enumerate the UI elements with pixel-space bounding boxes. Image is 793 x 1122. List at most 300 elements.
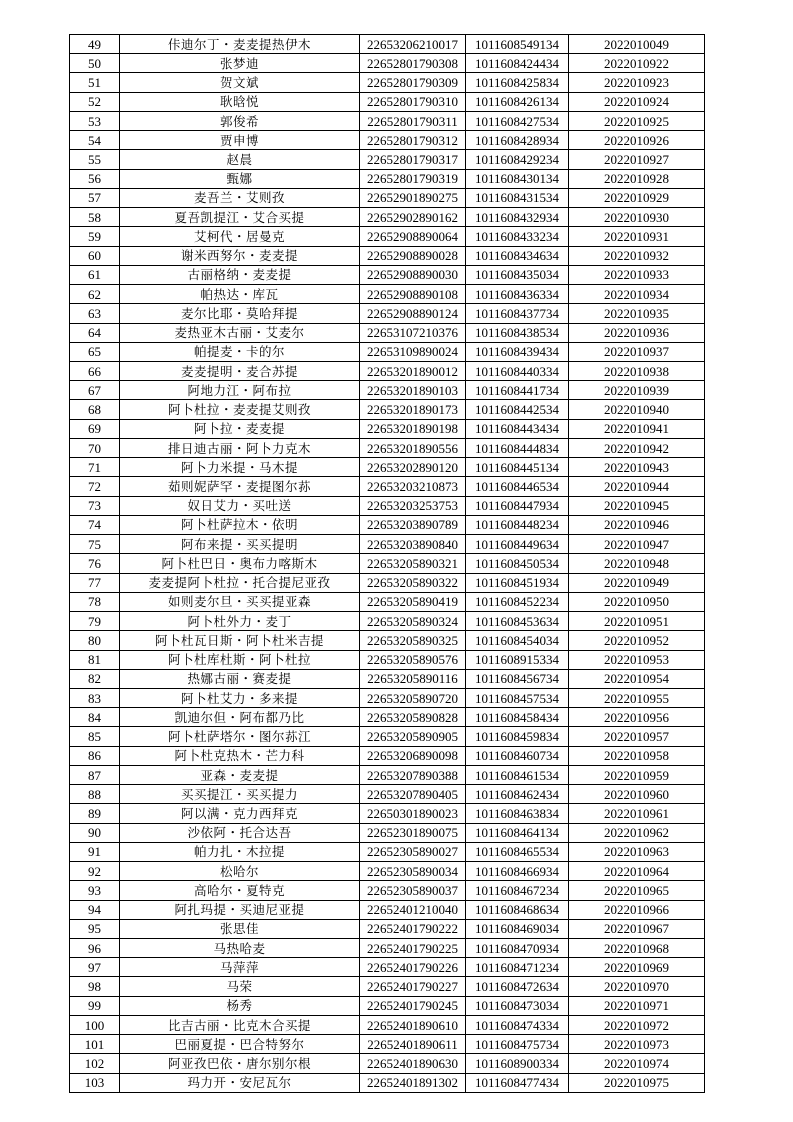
notice-number-cell: 1011608461534 bbox=[466, 765, 569, 784]
row-number-cell: 94 bbox=[70, 900, 120, 919]
student-id-cell: 2022010968 bbox=[569, 939, 705, 958]
exam-number-cell: 22652401790245 bbox=[360, 996, 466, 1015]
student-id-cell: 2022010929 bbox=[569, 188, 705, 207]
notice-number-cell: 1011608428934 bbox=[466, 131, 569, 150]
student-id-cell: 2022010952 bbox=[569, 631, 705, 650]
student-name-cell: 夏吾凯提江・艾合买提 bbox=[120, 208, 360, 227]
row-number-cell: 51 bbox=[70, 73, 120, 92]
exam-number-cell: 22653201890103 bbox=[360, 381, 466, 400]
table-row bbox=[70, 92, 705, 111]
row-number-cell: 58 bbox=[70, 208, 120, 227]
exam-number-cell: 22652801790311 bbox=[360, 111, 466, 130]
student-name-cell: 张思佳 bbox=[120, 919, 360, 938]
exam-number-cell: 22653107210376 bbox=[360, 323, 466, 342]
notice-number-cell: 1011608466934 bbox=[466, 862, 569, 881]
table-row bbox=[70, 361, 705, 380]
student-id-cell: 2022010938 bbox=[569, 361, 705, 380]
table-row bbox=[70, 73, 705, 92]
student-id-cell: 2022010934 bbox=[569, 285, 705, 304]
roster-table-body bbox=[70, 35, 705, 1093]
table-row bbox=[70, 612, 705, 631]
exam-number-cell: 22653109890024 bbox=[360, 342, 466, 361]
student-id-cell: 2022010967 bbox=[569, 919, 705, 938]
student-name-cell: 阿卜杜萨拉木・依明 bbox=[120, 515, 360, 534]
notice-number-cell: 1011608442534 bbox=[466, 400, 569, 419]
exam-number-cell: 22653201890173 bbox=[360, 400, 466, 419]
notice-number-cell: 1011608474334 bbox=[466, 1015, 569, 1034]
student-name-cell: 阿卜杜克热木・芒力科 bbox=[120, 746, 360, 765]
table-row bbox=[70, 265, 705, 284]
notice-number-cell: 1011608467234 bbox=[466, 881, 569, 900]
exam-number-cell: 22653205890324 bbox=[360, 612, 466, 631]
student-id-cell: 2022010956 bbox=[569, 708, 705, 727]
row-number-cell: 88 bbox=[70, 785, 120, 804]
table-row bbox=[70, 919, 705, 938]
row-number-cell: 54 bbox=[70, 131, 120, 150]
table-row bbox=[70, 688, 705, 707]
exam-number-cell: 22650301890023 bbox=[360, 804, 466, 823]
exam-number-cell: 22652902890162 bbox=[360, 208, 466, 227]
student-id-cell: 2022010974 bbox=[569, 1054, 705, 1073]
student-id-cell: 2022010959 bbox=[569, 765, 705, 784]
notice-number-cell: 1011608470934 bbox=[466, 939, 569, 958]
table-row bbox=[70, 515, 705, 534]
notice-number-cell: 1011608452234 bbox=[466, 592, 569, 611]
student-id-cell: 2022010924 bbox=[569, 92, 705, 111]
student-id-cell: 2022010951 bbox=[569, 612, 705, 631]
row-number-cell: 85 bbox=[70, 727, 120, 746]
student-name-cell: 亚森・麦麦提 bbox=[120, 765, 360, 784]
row-number-cell: 102 bbox=[70, 1054, 120, 1073]
student-id-cell: 2022010954 bbox=[569, 669, 705, 688]
row-number-cell: 68 bbox=[70, 400, 120, 419]
table-row bbox=[70, 765, 705, 784]
table-row bbox=[70, 208, 705, 227]
student-id-cell: 2022010947 bbox=[569, 535, 705, 554]
notice-number-cell: 1011608424434 bbox=[466, 54, 569, 73]
table-row bbox=[70, 650, 705, 669]
table-row bbox=[70, 977, 705, 996]
exam-number-cell: 22652401890611 bbox=[360, 1035, 466, 1054]
student-name-cell: 阿卜杜巴日・奥布力喀斯木 bbox=[120, 554, 360, 573]
notice-number-cell: 1011608447934 bbox=[466, 496, 569, 515]
table-row bbox=[70, 35, 705, 54]
student-name-cell: 甄娜 bbox=[120, 169, 360, 188]
exam-number-cell: 22652801790312 bbox=[360, 131, 466, 150]
student-id-cell: 2022010925 bbox=[569, 111, 705, 130]
exam-number-cell: 22653201890012 bbox=[360, 361, 466, 380]
row-number-cell: 89 bbox=[70, 804, 120, 823]
student-name-cell: 凯迪尔但・阿布都乃比 bbox=[120, 708, 360, 727]
row-number-cell: 79 bbox=[70, 612, 120, 631]
row-number-cell: 95 bbox=[70, 919, 120, 938]
student-name-cell: 热娜古丽・赛麦提 bbox=[120, 669, 360, 688]
row-number-cell: 59 bbox=[70, 227, 120, 246]
student-name-cell: 佧迪尔丁・麦麦提热伊木 bbox=[120, 35, 360, 54]
row-number-cell: 97 bbox=[70, 958, 120, 977]
exam-number-cell: 22653205890321 bbox=[360, 554, 466, 573]
notice-number-cell: 1011608445134 bbox=[466, 458, 569, 477]
student-name-cell: 阿扎玛提・买迪尼亚提 bbox=[120, 900, 360, 919]
table-row bbox=[70, 996, 705, 1015]
exam-number-cell: 22652305890027 bbox=[360, 842, 466, 861]
student-id-cell: 2022010946 bbox=[569, 515, 705, 534]
table-row bbox=[70, 669, 705, 688]
student-id-cell: 2022010953 bbox=[569, 650, 705, 669]
student-name-cell: 麦麦提阿卜杜拉・托合提尼亚孜 bbox=[120, 573, 360, 592]
student-name-cell: 高哈尔・夏特克 bbox=[120, 881, 360, 900]
student-name-cell: 阿地力江・阿布拉 bbox=[120, 381, 360, 400]
exam-number-cell: 22653206890098 bbox=[360, 746, 466, 765]
table-row bbox=[70, 939, 705, 958]
notice-number-cell: 1011608437734 bbox=[466, 304, 569, 323]
table-row bbox=[70, 746, 705, 765]
table-row bbox=[70, 708, 705, 727]
student-id-cell: 2022010963 bbox=[569, 842, 705, 861]
row-number-cell: 66 bbox=[70, 361, 120, 380]
row-number-cell: 76 bbox=[70, 554, 120, 573]
row-number-cell: 71 bbox=[70, 458, 120, 477]
exam-number-cell: 22652801790310 bbox=[360, 92, 466, 111]
exam-number-cell: 22652401790225 bbox=[360, 939, 466, 958]
student-name-cell: 耿晗悦 bbox=[120, 92, 360, 111]
student-id-cell: 2022010960 bbox=[569, 785, 705, 804]
student-name-cell: 阿布来提・买买提明 bbox=[120, 535, 360, 554]
notice-number-cell: 1011608431534 bbox=[466, 188, 569, 207]
student-id-cell: 2022010941 bbox=[569, 419, 705, 438]
student-name-cell: 如则麦尔旦・买买提亚森 bbox=[120, 592, 360, 611]
exam-number-cell: 22653203890840 bbox=[360, 535, 466, 554]
student-name-cell: 马萍萍 bbox=[120, 958, 360, 977]
student-name-cell: 沙依阿・托合达吾 bbox=[120, 823, 360, 842]
exam-number-cell: 22653203210873 bbox=[360, 477, 466, 496]
notice-number-cell: 1011608438534 bbox=[466, 323, 569, 342]
notice-number-cell: 1011608439434 bbox=[466, 342, 569, 361]
notice-number-cell: 1011608477434 bbox=[466, 1073, 569, 1092]
student-roster-table bbox=[69, 34, 705, 1093]
notice-number-cell: 1011608464134 bbox=[466, 823, 569, 842]
notice-number-cell: 1011608469034 bbox=[466, 919, 569, 938]
exam-number-cell: 22652305890034 bbox=[360, 862, 466, 881]
exam-number-cell: 22652908890064 bbox=[360, 227, 466, 246]
row-number-cell: 83 bbox=[70, 688, 120, 707]
exam-number-cell: 22653205890419 bbox=[360, 592, 466, 611]
notice-number-cell: 1011608475734 bbox=[466, 1035, 569, 1054]
student-id-cell: 2022010932 bbox=[569, 246, 705, 265]
student-name-cell: 张梦迪 bbox=[120, 54, 360, 73]
student-id-cell: 2022010944 bbox=[569, 477, 705, 496]
student-name-cell: 松哈尔 bbox=[120, 862, 360, 881]
student-name-cell: 阿卜杜库杜斯・阿卜杜拉 bbox=[120, 650, 360, 669]
row-number-cell: 60 bbox=[70, 246, 120, 265]
exam-number-cell: 22652301890075 bbox=[360, 823, 466, 842]
exam-number-cell: 22653201890556 bbox=[360, 438, 466, 457]
table-row bbox=[70, 881, 705, 900]
notice-number-cell: 1011608436334 bbox=[466, 285, 569, 304]
row-number-cell: 81 bbox=[70, 650, 120, 669]
table-row bbox=[70, 246, 705, 265]
table-row bbox=[70, 131, 705, 150]
row-number-cell: 57 bbox=[70, 188, 120, 207]
student-name-cell: 麦热亚木古丽・艾麦尔 bbox=[120, 323, 360, 342]
student-name-cell: 阿卜力米提・马木提 bbox=[120, 458, 360, 477]
student-name-cell: 排日迪古丽・阿卜力克木 bbox=[120, 438, 360, 457]
student-name-cell: 谢米西努尔・麦麦提 bbox=[120, 246, 360, 265]
student-name-cell: 阿卜杜外力・麦丁 bbox=[120, 612, 360, 631]
student-name-cell: 阿卜杜萨塔尔・图尔荪江 bbox=[120, 727, 360, 746]
student-id-cell: 2022010933 bbox=[569, 265, 705, 284]
student-id-cell: 2022010930 bbox=[569, 208, 705, 227]
notice-number-cell: 1011608446534 bbox=[466, 477, 569, 496]
table-row bbox=[70, 111, 705, 130]
notice-number-cell: 1011608456734 bbox=[466, 669, 569, 688]
notice-number-cell: 1011608453634 bbox=[466, 612, 569, 631]
table-row bbox=[70, 785, 705, 804]
row-number-cell: 50 bbox=[70, 54, 120, 73]
student-name-cell: 阿亚孜巴依・唐尔别尔根 bbox=[120, 1054, 360, 1073]
table-row bbox=[70, 592, 705, 611]
notice-number-cell: 1011608458434 bbox=[466, 708, 569, 727]
student-id-cell: 2022010942 bbox=[569, 438, 705, 457]
row-number-cell: 90 bbox=[70, 823, 120, 842]
student-id-cell: 2022010955 bbox=[569, 688, 705, 707]
student-id-cell: 2022010965 bbox=[569, 881, 705, 900]
table-row bbox=[70, 842, 705, 861]
exam-number-cell: 22652401790227 bbox=[360, 977, 466, 996]
student-name-cell: 比吉古丽・比克木合买提 bbox=[120, 1015, 360, 1034]
student-id-cell: 2022010936 bbox=[569, 323, 705, 342]
student-id-cell: 2022010969 bbox=[569, 958, 705, 977]
row-number-cell: 63 bbox=[70, 304, 120, 323]
notice-number-cell: 1011608549134 bbox=[466, 35, 569, 54]
exam-number-cell: 22653202890120 bbox=[360, 458, 466, 477]
student-name-cell: 马热哈麦 bbox=[120, 939, 360, 958]
student-name-cell: 玛力开・安尼瓦尔 bbox=[120, 1073, 360, 1092]
notice-number-cell: 1011608435034 bbox=[466, 265, 569, 284]
table-row bbox=[70, 573, 705, 592]
row-number-cell: 87 bbox=[70, 765, 120, 784]
exam-number-cell: 22652908890030 bbox=[360, 265, 466, 284]
student-id-cell: 2022010972 bbox=[569, 1015, 705, 1034]
row-number-cell: 61 bbox=[70, 265, 120, 284]
student-name-cell: 杨秀 bbox=[120, 996, 360, 1015]
student-id-cell: 2022010928 bbox=[569, 169, 705, 188]
row-number-cell: 91 bbox=[70, 842, 120, 861]
exam-number-cell: 22653201890198 bbox=[360, 419, 466, 438]
notice-number-cell: 1011608900334 bbox=[466, 1054, 569, 1073]
table-row bbox=[70, 227, 705, 246]
student-name-cell: 艾柯代・居曼克 bbox=[120, 227, 360, 246]
notice-number-cell: 1011608425834 bbox=[466, 73, 569, 92]
student-name-cell: 阿卜杜艾力・多来提 bbox=[120, 688, 360, 707]
table-row bbox=[70, 496, 705, 515]
student-id-cell: 2022010949 bbox=[569, 573, 705, 592]
student-name-cell: 贺文斌 bbox=[120, 73, 360, 92]
notice-number-cell: 1011608473034 bbox=[466, 996, 569, 1015]
table-row bbox=[70, 150, 705, 169]
student-id-cell: 2022010958 bbox=[569, 746, 705, 765]
row-number-cell: 86 bbox=[70, 746, 120, 765]
table-row bbox=[70, 1035, 705, 1054]
student-name-cell: 帕力扎・木拉提 bbox=[120, 842, 360, 861]
exam-number-cell: 22652908890108 bbox=[360, 285, 466, 304]
table-row bbox=[70, 54, 705, 73]
table-row bbox=[70, 727, 705, 746]
student-id-cell: 2022010973 bbox=[569, 1035, 705, 1054]
student-name-cell: 阿卜拉・麦麦提 bbox=[120, 419, 360, 438]
student-id-cell: 2022010935 bbox=[569, 304, 705, 323]
notice-number-cell: 1011608434634 bbox=[466, 246, 569, 265]
notice-number-cell: 1011608915334 bbox=[466, 650, 569, 669]
notice-number-cell: 1011608448234 bbox=[466, 515, 569, 534]
exam-number-cell: 22652901890275 bbox=[360, 188, 466, 207]
exam-number-cell: 22653205890905 bbox=[360, 727, 466, 746]
notice-number-cell: 1011608462434 bbox=[466, 785, 569, 804]
student-name-cell: 阿卜杜瓦日斯・阿卜杜米吉提 bbox=[120, 631, 360, 650]
exam-number-cell: 22653205890325 bbox=[360, 631, 466, 650]
student-id-cell: 2022010939 bbox=[569, 381, 705, 400]
student-id-cell: 2022010964 bbox=[569, 862, 705, 881]
student-id-cell: 2022010927 bbox=[569, 150, 705, 169]
student-name-cell: 茹则妮萨罕・麦提图尔荪 bbox=[120, 477, 360, 496]
exam-number-cell: 22653207890388 bbox=[360, 765, 466, 784]
student-name-cell: 麦吾兰・艾则孜 bbox=[120, 188, 360, 207]
notice-number-cell: 1011608441734 bbox=[466, 381, 569, 400]
student-id-cell: 2022010957 bbox=[569, 727, 705, 746]
exam-number-cell: 22652908890124 bbox=[360, 304, 466, 323]
table-row bbox=[70, 900, 705, 919]
notice-number-cell: 1011608444834 bbox=[466, 438, 569, 457]
row-number-cell: 84 bbox=[70, 708, 120, 727]
notice-number-cell: 1011608430134 bbox=[466, 169, 569, 188]
row-number-cell: 99 bbox=[70, 996, 120, 1015]
notice-number-cell: 1011608450534 bbox=[466, 554, 569, 573]
row-number-cell: 62 bbox=[70, 285, 120, 304]
table-row bbox=[70, 304, 705, 323]
student-name-cell: 贾申博 bbox=[120, 131, 360, 150]
table-row bbox=[70, 554, 705, 573]
row-number-cell: 96 bbox=[70, 939, 120, 958]
student-id-cell: 2022010937 bbox=[569, 342, 705, 361]
row-number-cell: 78 bbox=[70, 592, 120, 611]
table-row bbox=[70, 381, 705, 400]
exam-number-cell: 22653205890576 bbox=[360, 650, 466, 669]
exam-number-cell: 22653205890116 bbox=[360, 669, 466, 688]
notice-number-cell: 1011608457534 bbox=[466, 688, 569, 707]
table-row bbox=[70, 862, 705, 881]
student-name-cell: 买买提江・买买提力 bbox=[120, 785, 360, 804]
student-id-cell: 2022010049 bbox=[569, 35, 705, 54]
table-row bbox=[70, 1015, 705, 1034]
row-number-cell: 64 bbox=[70, 323, 120, 342]
student-id-cell: 2022010922 bbox=[569, 54, 705, 73]
table-row bbox=[70, 477, 705, 496]
row-number-cell: 93 bbox=[70, 881, 120, 900]
row-number-cell: 69 bbox=[70, 419, 120, 438]
table-row bbox=[70, 958, 705, 977]
student-name-cell: 郭俊希 bbox=[120, 111, 360, 130]
table-row bbox=[70, 342, 705, 361]
table-row bbox=[70, 1054, 705, 1073]
notice-number-cell: 1011608468634 bbox=[466, 900, 569, 919]
exam-number-cell: 22652401790226 bbox=[360, 958, 466, 977]
exam-number-cell: 22652401790222 bbox=[360, 919, 466, 938]
table-row bbox=[70, 631, 705, 650]
table-row bbox=[70, 535, 705, 554]
notice-number-cell: 1011608451934 bbox=[466, 573, 569, 592]
notice-number-cell: 1011608432934 bbox=[466, 208, 569, 227]
student-name-cell: 麦尔比耶・莫哈拜提 bbox=[120, 304, 360, 323]
student-name-cell: 巴丽夏提・巴合特努尔 bbox=[120, 1035, 360, 1054]
table-row bbox=[70, 419, 705, 438]
student-id-cell: 2022010962 bbox=[569, 823, 705, 842]
row-number-cell: 55 bbox=[70, 150, 120, 169]
exam-number-cell: 22653206210017 bbox=[360, 35, 466, 54]
exam-number-cell: 22652801790319 bbox=[360, 169, 466, 188]
student-name-cell: 赵晨 bbox=[120, 150, 360, 169]
student-id-cell: 2022010970 bbox=[569, 977, 705, 996]
table-row bbox=[70, 1073, 705, 1092]
exam-number-cell: 22653205890828 bbox=[360, 708, 466, 727]
row-number-cell: 65 bbox=[70, 342, 120, 361]
row-number-cell: 101 bbox=[70, 1035, 120, 1054]
table-row bbox=[70, 823, 705, 842]
notice-number-cell: 1011608459834 bbox=[466, 727, 569, 746]
row-number-cell: 80 bbox=[70, 631, 120, 650]
student-id-cell: 2022010926 bbox=[569, 131, 705, 150]
exam-number-cell: 22652801790317 bbox=[360, 150, 466, 169]
row-number-cell: 67 bbox=[70, 381, 120, 400]
row-number-cell: 52 bbox=[70, 92, 120, 111]
notice-number-cell: 1011608433234 bbox=[466, 227, 569, 246]
exam-number-cell: 22652908890028 bbox=[360, 246, 466, 265]
row-number-cell: 72 bbox=[70, 477, 120, 496]
student-id-cell: 2022010975 bbox=[569, 1073, 705, 1092]
exam-number-cell: 22652801790308 bbox=[360, 54, 466, 73]
exam-number-cell: 22652401210040 bbox=[360, 900, 466, 919]
exam-number-cell: 22652401890610 bbox=[360, 1015, 466, 1034]
exam-number-cell: 22652305890037 bbox=[360, 881, 466, 900]
notice-number-cell: 1011608449634 bbox=[466, 535, 569, 554]
table-row bbox=[70, 458, 705, 477]
student-name-cell: 帕热达・库瓦 bbox=[120, 285, 360, 304]
row-number-cell: 100 bbox=[70, 1015, 120, 1034]
notice-number-cell: 1011608454034 bbox=[466, 631, 569, 650]
exam-number-cell: 22653203253753 bbox=[360, 496, 466, 515]
notice-number-cell: 1011608440334 bbox=[466, 361, 569, 380]
notice-number-cell: 1011608429234 bbox=[466, 150, 569, 169]
student-id-cell: 2022010945 bbox=[569, 496, 705, 515]
student-id-cell: 2022010948 bbox=[569, 554, 705, 573]
row-number-cell: 98 bbox=[70, 977, 120, 996]
row-number-cell: 70 bbox=[70, 438, 120, 457]
table-row bbox=[70, 188, 705, 207]
row-number-cell: 75 bbox=[70, 535, 120, 554]
row-number-cell: 53 bbox=[70, 111, 120, 130]
student-id-cell: 2022010940 bbox=[569, 400, 705, 419]
exam-number-cell: 22653203890789 bbox=[360, 515, 466, 534]
notice-number-cell: 1011608460734 bbox=[466, 746, 569, 765]
student-id-cell: 2022010971 bbox=[569, 996, 705, 1015]
student-name-cell: 古丽格纳・麦麦提 bbox=[120, 265, 360, 284]
student-id-cell: 2022010966 bbox=[569, 900, 705, 919]
student-id-cell: 2022010931 bbox=[569, 227, 705, 246]
student-name-cell: 奴日艾力・买吐送 bbox=[120, 496, 360, 515]
row-number-cell: 103 bbox=[70, 1073, 120, 1092]
notice-number-cell: 1011608465534 bbox=[466, 842, 569, 861]
table-row bbox=[70, 323, 705, 342]
notice-number-cell: 1011608426134 bbox=[466, 92, 569, 111]
